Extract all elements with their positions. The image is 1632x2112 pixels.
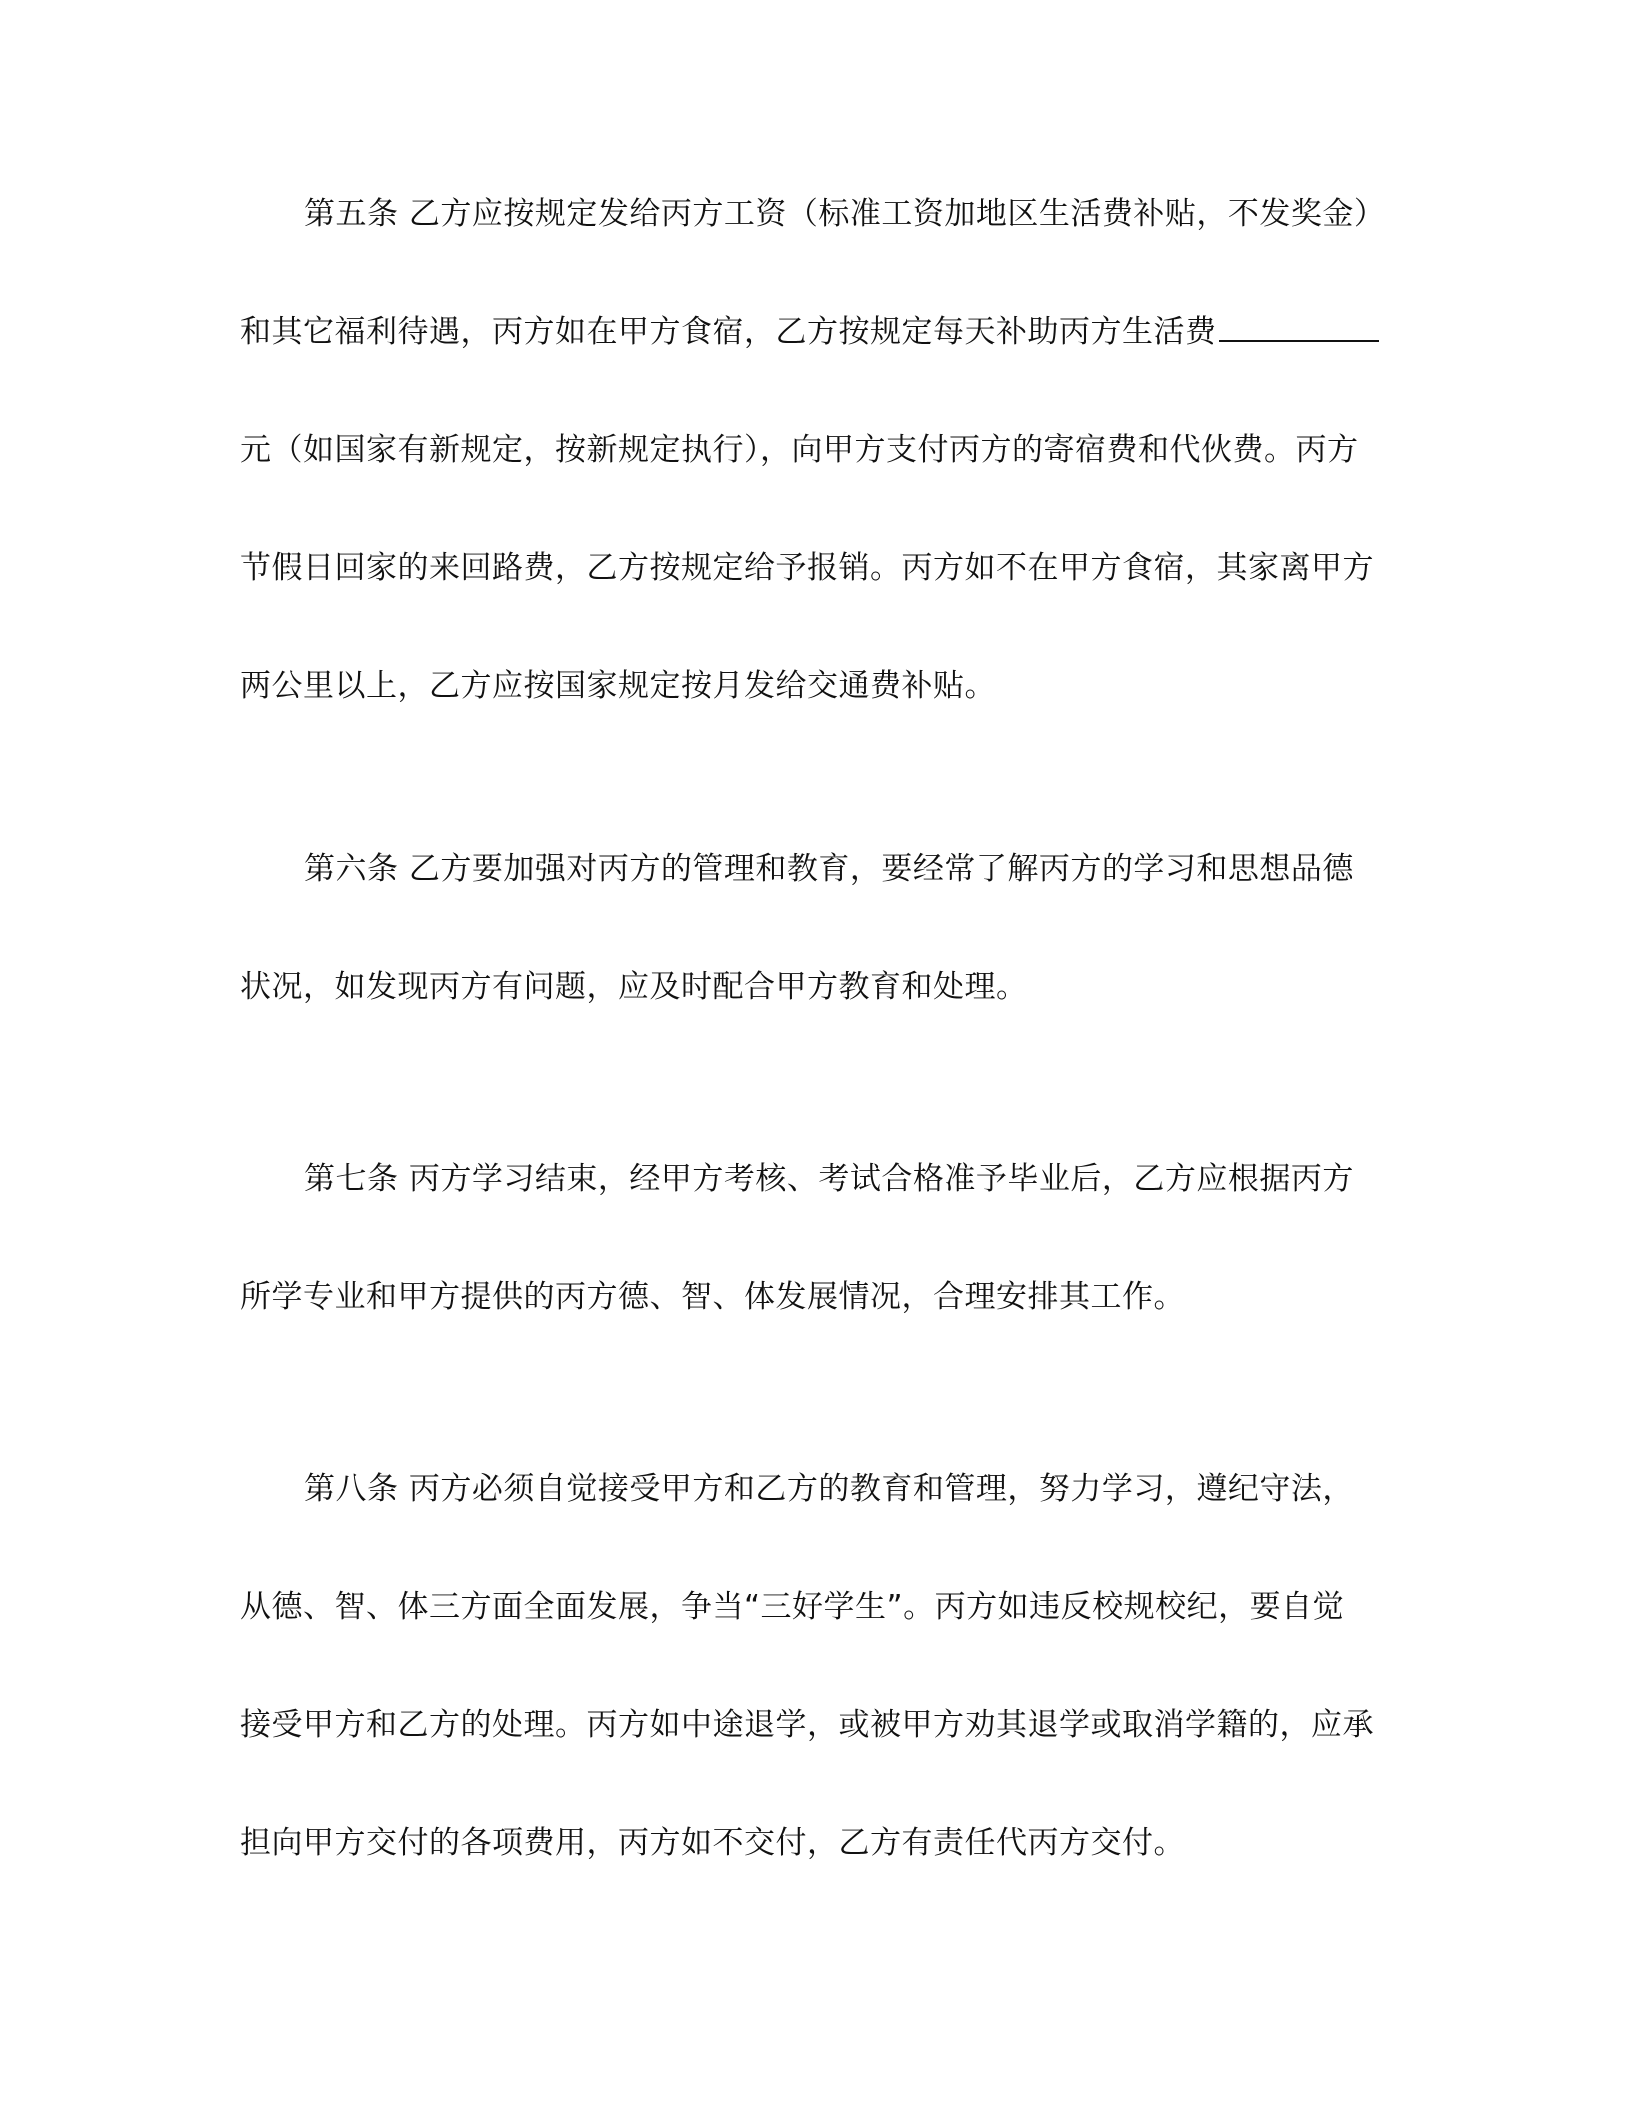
article-5-line-2 bbox=[240, 273, 1380, 391]
article-6-line-1: 第六条 乙方要加强对丙方的管理和教育，要经常了解丙方的学习和思想品德 bbox=[304, 851, 1354, 887]
article-5-line-1: 第五条 乙方应按规定发给丙方工资（标准工资加地区生活费补贴，不发奖金） bbox=[304, 196, 1386, 232]
article-5-line-3: 元（如国家有新规定，按新规定执行），向甲方支付丙方的寄宿费和代伙费。丙方 bbox=[240, 432, 1359, 468]
fill-in-blank bbox=[1219, 312, 1379, 342]
article-8-line-4: 担向甲方交付的各项费用，丙方如不交付，乙方有责任代丙方交付。 bbox=[240, 1825, 1185, 1861]
article-6-line-2: 状况，如发现丙方有问题，应及时配合甲方教育和处理。 bbox=[240, 969, 1028, 1005]
article-8-line-1: 第八条 丙方必须自觉接受甲方和乙方的教育和管理，努力学习，遵纪守法， bbox=[304, 1471, 1354, 1507]
article-6 bbox=[240, 810, 1380, 1046]
article-5 bbox=[240, 155, 1386, 745]
article-7-line-1: 第七条 丙方学习结束，经甲方考核、考试合格准予毕业后，乙方应根据丙方 bbox=[304, 1161, 1354, 1197]
article-8-line-2: 从德、智、体三方面全面发展，争当“三好学生”。丙方如违反校规校纪，要自觉 bbox=[240, 1589, 1345, 1625]
article-8-line-3: 接受甲方和乙方的处理。丙方如中途退学，或被甲方劝其退学或取消学籍的，应承 bbox=[240, 1707, 1374, 1743]
article-5-line-2-text: 和其它福利待遇，丙方如在甲方食宿，乙方按规定每天补助丙方生活费 bbox=[240, 314, 1217, 350]
article-5-line-5: 两公里以上，乙方应按国家规定按月发给交通费补贴。 bbox=[240, 668, 996, 704]
article-7-line-2: 所学专业和甲方提供的丙方德、智、体发展情况，合理安排其工作。 bbox=[240, 1279, 1185, 1315]
article-5-line-4: 节假日回家的来回路费，乙方按规定给予报销。丙方如不在甲方食宿，其家离甲方 bbox=[240, 550, 1374, 586]
article-7 bbox=[240, 1120, 1380, 1356]
article-8 bbox=[240, 1430, 1380, 1902]
